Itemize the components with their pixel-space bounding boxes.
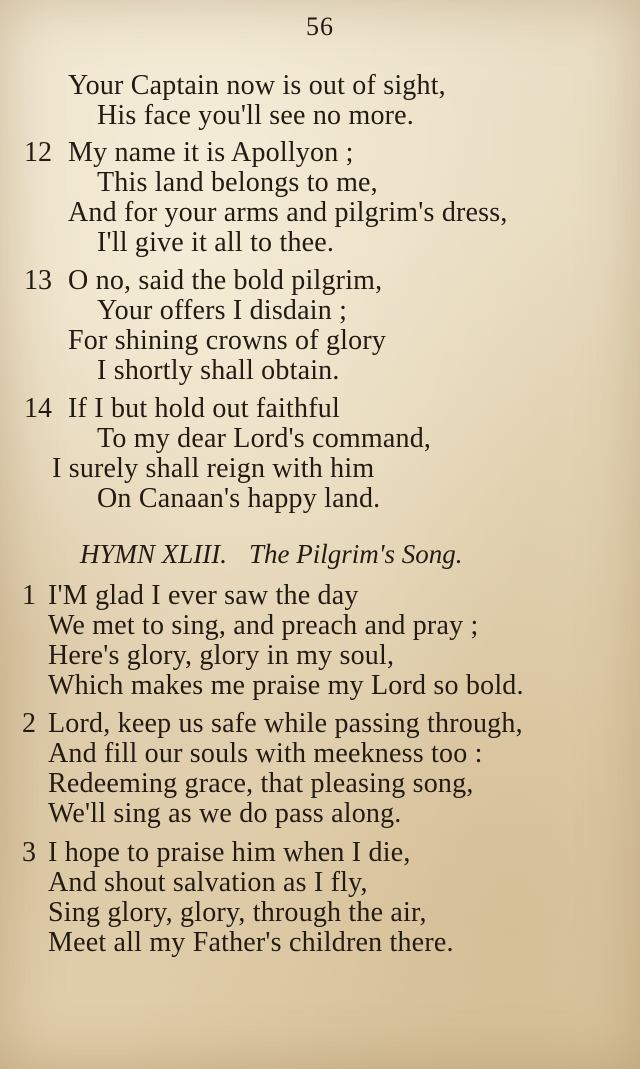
- hymn-number-label: HYMN XLIII.: [80, 539, 227, 569]
- stanza-number: 3: [22, 837, 36, 868]
- verse-line: On Canaan's happy land.: [97, 483, 381, 514]
- verse-line: To my dear Lord's command,: [97, 423, 432, 454]
- stanza-number: 2: [22, 708, 36, 739]
- hymn-heading: [80, 538, 463, 570]
- verse-line: Redeeming grace, that pleasing song,: [48, 768, 474, 799]
- verse-line: Meet all my Father's children there.: [48, 927, 454, 958]
- stanza-number: 13: [24, 265, 52, 296]
- verse-line: I shortly shall obtain.: [97, 355, 340, 386]
- stanza-number: 1: [22, 580, 36, 611]
- verse-line: Which makes me praise my Lord so bold.: [48, 670, 524, 701]
- verse-line: We met to sing, and preach and pray ;: [48, 610, 479, 641]
- verse-line: We'll sing as we do pass along.: [48, 798, 402, 829]
- verse-line: I surely shall reign with him: [52, 453, 375, 484]
- verse-line: Here's glory, glory in my soul,: [48, 640, 395, 671]
- page-number: 56: [306, 12, 334, 41]
- stanza-number: 14: [24, 393, 52, 424]
- verse-line: His face you'll see no more.: [97, 100, 414, 131]
- hymn-title: The Pilgrim's Song.: [249, 539, 463, 569]
- verse-line: For shining crowns of glory: [68, 325, 387, 356]
- verse-line: And for your arms and pilgrim's dress,: [68, 197, 508, 228]
- verse-line: I'M glad I ever saw the day: [48, 580, 359, 611]
- verse-line: If I but hold out faithful: [68, 393, 340, 424]
- verse-line: Your offers I disdain ;: [97, 295, 348, 326]
- verse-line: This land belongs to me,: [97, 167, 378, 198]
- verse-line: Sing glory, glory, through the air,: [48, 897, 427, 928]
- verse-line: Your Captain now is out of sight,: [68, 70, 446, 101]
- verse-line: And fill our souls with meekness too :: [48, 738, 483, 769]
- verse-line: Lord, keep us safe while passing through,: [48, 708, 523, 739]
- verse-line: My name it is Apollyon ;: [68, 137, 354, 168]
- verse-line: I'll give it all to thee.: [97, 227, 335, 258]
- verse-line: I hope to praise him when I die,: [48, 837, 411, 868]
- verse-line: And shout salvation as I fly,: [48, 867, 368, 898]
- stanza-number: 12: [24, 137, 52, 168]
- verse-line: O no, said the bold pilgrim,: [68, 265, 383, 296]
